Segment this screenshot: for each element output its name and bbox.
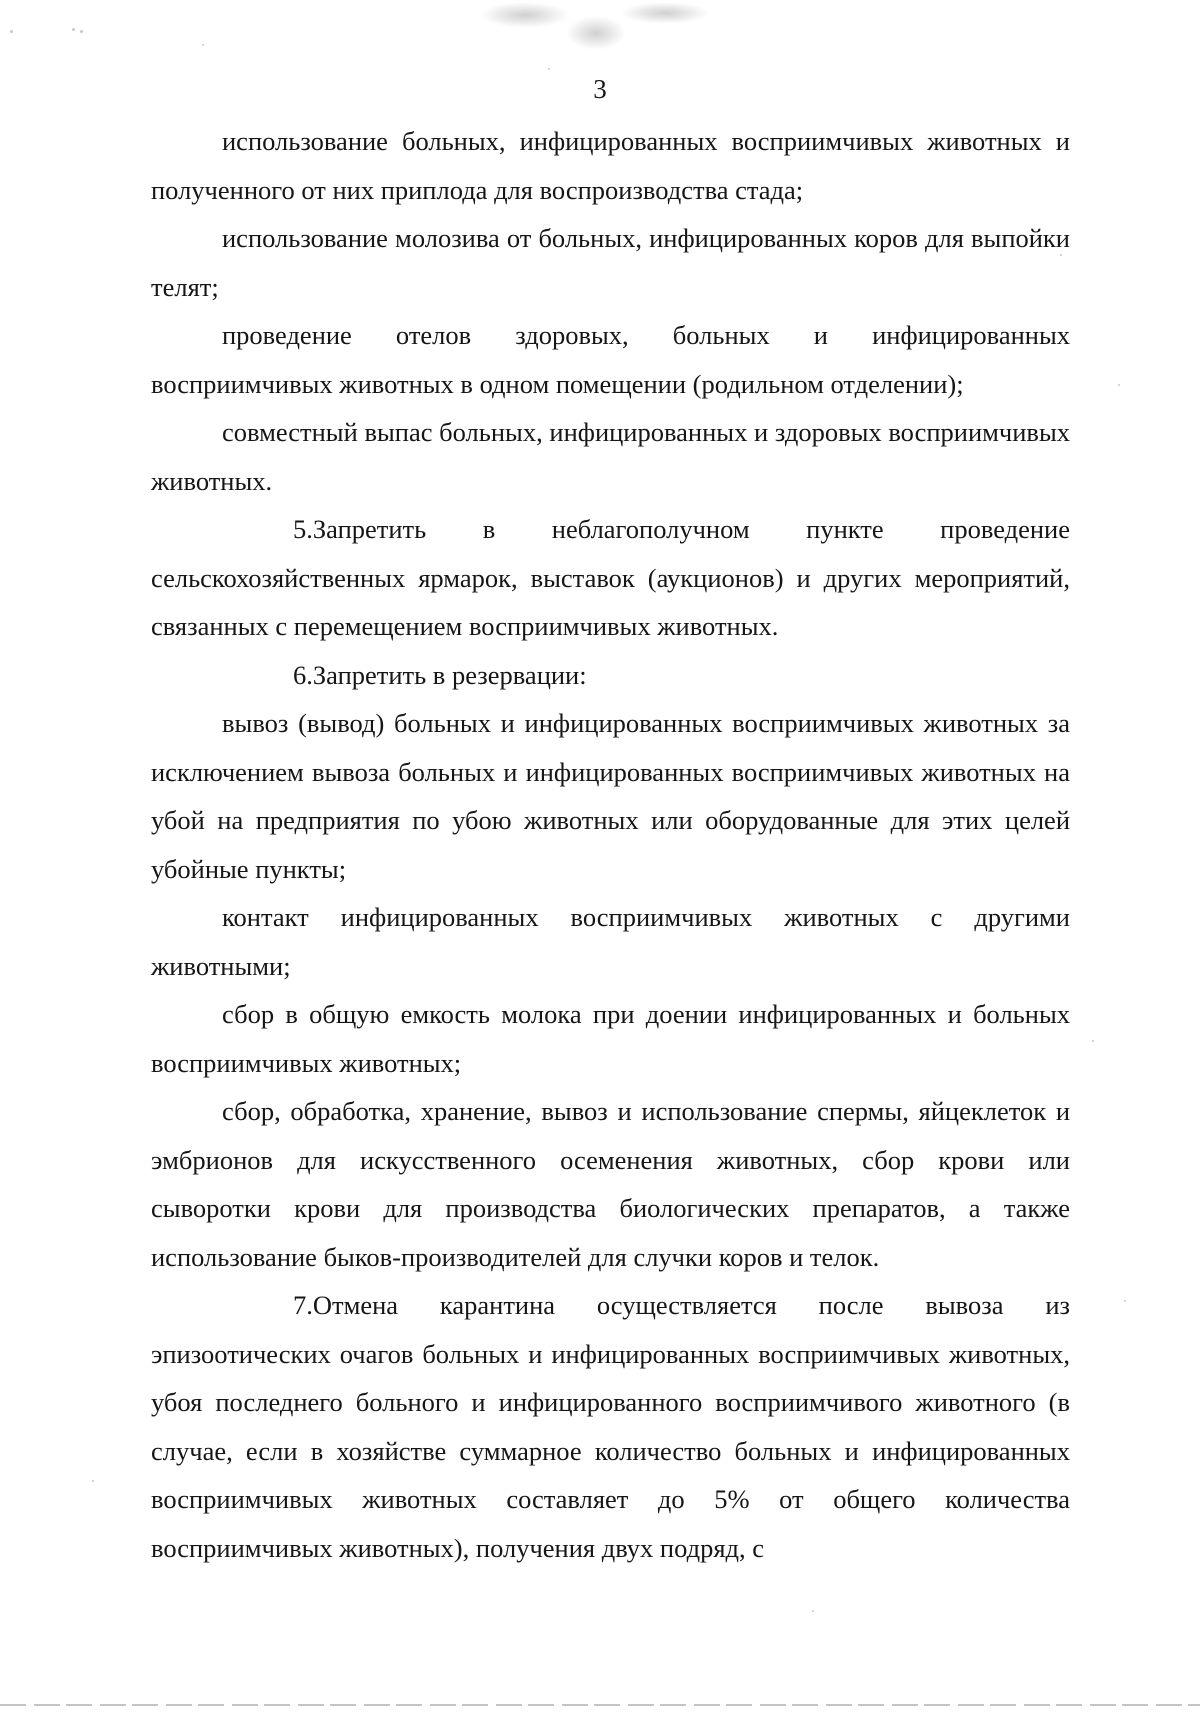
paragraph [151,311,1070,408]
paragraph-text: контакт инфицированных восприимчивых животных с другими животными; [151,902,1070,981]
numbered-paragraph [151,1281,1070,1572]
numbered-paragraph [151,505,1070,651]
scan-speck [10,30,13,33]
paragraph [151,214,1070,311]
scan-speck [1124,1300,1126,1302]
scan-speck [72,28,75,31]
scan-speck [812,1610,814,1612]
paragraph-text: Запретить в резервации: [312,659,587,690]
scan-smudge [480,2,570,28]
paragraph [151,1087,1070,1281]
paragraph [151,408,1070,505]
paragraph [151,117,1070,214]
scan-speck [1118,384,1120,386]
scan-speck [548,68,550,70]
paragraph-text: сбор в общую емкость молока при доении инфицированных и больных восприимчивых животных; [151,999,1070,1078]
item-number: 6. [293,659,313,690]
scan-speck [80,30,83,33]
paragraph [151,699,1070,893]
scan-speck [202,44,204,46]
numbered-paragraph [151,651,1070,700]
paragraph-text: использование молозива от больных, инфицированных коров для выпойки телят; [151,223,1070,302]
paragraph-text: Отмена карантина осуществляется после вывоза из эпизоотических очагов больных и инфицированных восприимчивых животных, убоя последнего больного и инфицированного восприимчивого животного (в случае, если в хозяйстве суммарное количество больных и инфицированных восприимчивых животных составляет до 5% от общего количества восприимчивых животных), получения двух подряд, с [151,1290,1070,1563]
item-number: 7. [293,1290,313,1320]
scan-speck [92,1480,94,1482]
scan-smudge [566,16,626,50]
scan-edge-line [0,1704,1200,1706]
paragraph-text: использование больных, инфицированных восприимчивых животных и полученного от них приплода для воспроизводства стада; [151,126,1070,205]
paragraph [151,990,1070,1087]
page-number: 3 [593,74,607,104]
paragraph-text: вывоз (вывод) больных и инфицированных восприимчивых животных за исключением вывоза больных и инфицированных восприимчивых животных на убой на предприятия по убою животных или оборудованные для этих целей убойные пункты; [151,708,1070,884]
scan-smudge [620,2,710,24]
document-body [151,117,1070,1572]
item-number: 5. [293,514,313,544]
paragraph-text: сбор, обработка, хранение, вывоз и использование спермы, яйцеклеток и эмбрионов для искусственного осеменения животных, сбор крови или сыворотки крови для производства биологических препаратов, а также использование быков-производителей для случки коров и телок. [151,1096,1070,1272]
paragraph-text: проведение отелов здоровых, больных и инфицированных восприимчивых животных в одном помещении (родильном отделении); [151,320,1070,399]
paragraph-text: совместный выпас больных, инфицированных и здоровых восприимчивых животных. [151,417,1070,496]
scan-speck [1092,1040,1094,1042]
paragraph-text: Запретить в неблагополучном пункте проведение сельскохозяйственных ярмарок, выставок (аукционов) и других мероприятий, связанных с перемещением восприимчивых животных. [151,514,1070,641]
paragraph [151,893,1070,990]
